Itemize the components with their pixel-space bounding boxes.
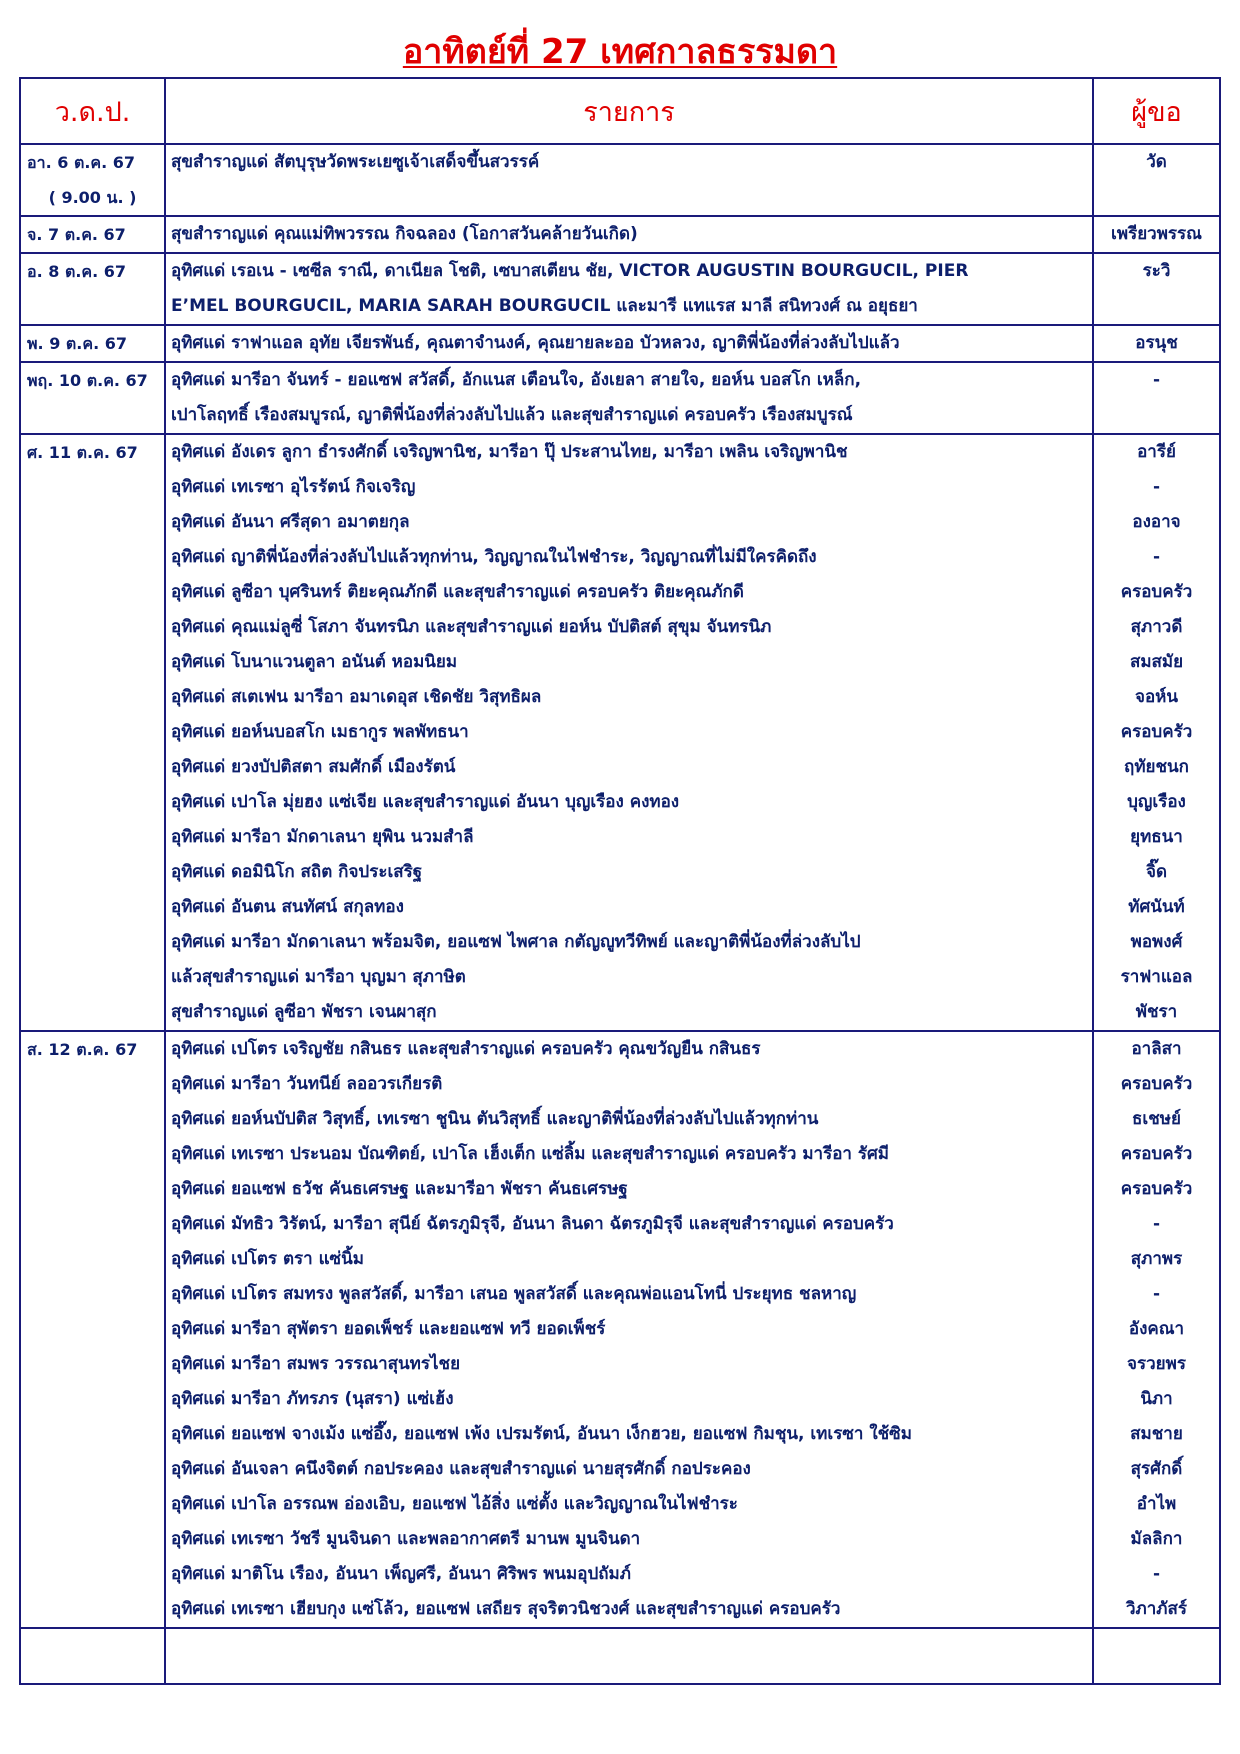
requester-name: พอพงศ์ <box>1130 932 1183 952</box>
table-row <box>20 253 1220 325</box>
requester-name: บุญเรือง <box>1127 792 1186 812</box>
item-line: อุทิศแด่ มารีอา สุพัตรา ยอดเพ็ชร์ และยอแซฟ ทวี ยอดเพ็ชร์ <box>171 1319 606 1339</box>
item-line: อุทิศแด่ ยอแซฟ จางเม้ง แซ่อึ๊ง, ยอแซฟ เพ้ง เปรมรัตน์, อันนา เง็กฮวย, ยอแซฟ กิมชุน, เทเรซา ใช้ซิม <box>171 1424 912 1444</box>
empty-row <box>20 1628 1220 1684</box>
date-label: ศ. 11 ต.ค. 67 <box>27 443 138 462</box>
date-label: พ. 9 ต.ค. 67 <box>27 334 127 353</box>
item-line: สุขสำราญแด่ ลูซีอา พัชรา เจนผาสุก <box>171 1002 437 1022</box>
requester-name: ครอบครัว <box>1120 1179 1193 1199</box>
date-cell <box>20 216 165 253</box>
date-label: อา. 6 ต.ค. 67 <box>27 153 136 172</box>
date-text <box>21 145 164 215</box>
date-label: จ. 7 ต.ค. 67 <box>27 225 126 244</box>
item-line: อุทิศแด่ เปโตร สมทรง พูลสวัสดิ์, มารีอา เสนอ พูลสวัสดิ์ และคุณพ่อแอนโทนี่ ประยุทธ ชลหาญ <box>171 1284 857 1304</box>
table-row <box>20 1031 1220 1628</box>
item-cell <box>165 1628 1093 1684</box>
requester-cell <box>1093 144 1220 216</box>
item-line: อุทิศแด่ ญาติพี่น้องที่ล่วงลับไปแล้วทุกท่าน, วิญญาณในไฟชำระ, วิญญาณที่ไม่มีใครคิดถึง <box>171 547 817 567</box>
requester-name: เพรียวพรรณ <box>1111 224 1202 244</box>
requester-name: จิ๊ด <box>1145 862 1167 882</box>
item-line: อุทิศแด่ มัทธิว วิรัตน์, มารีอา สุนีย์ ฉัตรภูมิรุจี, อันนา ลินดา ฉัตรภูมิรุจี และสุขสำราญแด่ ครอบครัว <box>171 1214 894 1234</box>
requester-name: ระวิ <box>1142 261 1171 281</box>
requester-name: มัลลิกา <box>1130 1529 1183 1549</box>
item-line: อุทิศแด่ มารีอา ภัทรภร (นุสรา) แซ่เฮ้ง <box>171 1389 454 1409</box>
item-line: อุทิศแด่ เปาโล อรรณพ อ่องเอิบ, ยอแซฟ ไอ้สิ่ง แซ่ตั้ง และวิญญาณในไฟชำระ <box>171 1494 738 1514</box>
item-line: อุทิศแด่ อังเดร ลูกา ธำรงศักดิ์ เจริญพานิช, มารีอา ปุ๊ ประสานไทย, มารีอา เพลิน เจริญพานิช <box>171 442 848 462</box>
item-cell <box>165 216 1093 253</box>
item-line: อุทิศแด่ ยอแซฟ ธวัช คันธเศรษฐ และมารีอา พัชรา คันธเศรษฐ <box>171 1179 628 1199</box>
item-line: อุทิศแด่ ยวงบัปติสตา สมศักดิ์ เมืองรัตน์ <box>171 757 456 777</box>
item-line: อุทิศแด่ ยอห์นบัปติส วิสุทธิ์, เทเรซา ชูนิน ตันวิสุทธิ์ และญาติพี่น้องที่ล่วงลับไปแล้วทุกท่าน <box>171 1109 819 1129</box>
item-line: อุทิศแด่ คุณแม่ลูซี่ โสภา จันทรนิภ และสุขสำราญแด่ ยอห์น บัปติสต์ สุขุม จันทรนิภ <box>171 617 772 637</box>
requester-name: วิภาภัสร์ <box>1125 1599 1187 1619</box>
date-label: อ. 8 ต.ค. 67 <box>27 262 127 281</box>
requester-name: ครอบครัว <box>1120 1144 1193 1164</box>
requester-cell <box>1093 1628 1220 1684</box>
table-header-row <box>20 78 1220 144</box>
item-line: อุทิศแด่ เปโตร ตรา แซ่นิ้ม <box>171 1249 364 1269</box>
requester-name: อรนุช <box>1135 333 1178 353</box>
requester-name: อำไพ <box>1136 1494 1177 1514</box>
date-cell <box>20 362 165 434</box>
item-cell <box>165 362 1093 434</box>
item-cell <box>165 253 1093 325</box>
item-line: อุทิศแด่ มารีอา มักดาเลนา พร้อมจิต, ยอแซฟ ไพศาล กตัญญูทวีทิพย์ และญาติพี่น้องที่ล่วงลับไป <box>171 932 861 952</box>
item-line: อุทิศแด่ โบนาแวนตูลา อนันต์ หอมนิยม <box>171 652 458 672</box>
item-line: อุทิศแด่ ลูซีอา บุศรินทร์ ติยะคุณภักดี และสุขสำราญแด่ ครอบครัว ติยะคุณภักดี <box>171 582 744 602</box>
requester-name: ฤทัยชนก <box>1124 757 1189 777</box>
table-row <box>20 144 1220 216</box>
item-line: อุทิศแด่ ราฟาแอล อุทัย เจียรพันธ์, คุณตาจำนงค์, คุณยายละออ บัวหลวง, ญาติพี่น้องที่ล่วงลับไปแล้ว <box>171 333 900 353</box>
item-cell <box>165 144 1093 216</box>
requester-name: องอาจ <box>1132 512 1181 532</box>
item-line: อุทิศแด่ เทเรซา เฮียบกุง แซ่โล้ว, ยอแซฟ เสถียร สุจริตวนิชวงศ์ และสุขสำราญแด่ ครอบครัว <box>171 1599 841 1619</box>
requester-name: สุภาวดี <box>1130 617 1183 637</box>
date-label: พฤ. 10 ต.ค. 67 <box>27 371 148 390</box>
requester-cell <box>1093 434 1220 1031</box>
date-label: ส. 12 ต.ค. 67 <box>27 1040 138 1059</box>
item-cell <box>165 1031 1093 1628</box>
date-text <box>21 217 164 252</box>
requester-name: ทัศนันท์ <box>1128 897 1185 917</box>
date-text <box>21 254 164 289</box>
requester-name: อาลิสา <box>1131 1039 1182 1059</box>
mass-intention-table <box>19 77 1221 1685</box>
date-cell <box>20 1628 165 1684</box>
requester-name: นิภา <box>1140 1389 1173 1409</box>
table-row <box>20 362 1220 434</box>
requester-name: จอห์น <box>1135 687 1178 707</box>
requester-name: - <box>1152 1564 1161 1584</box>
date-cell <box>20 144 165 216</box>
requester-name: ราฟาแอล <box>1120 967 1193 987</box>
item-line: อุทิศแด่ อันนา ศรีสุดา อมาตยกุล <box>171 512 410 532</box>
requester-cell <box>1093 325 1220 362</box>
item-line: อุทิศแด่ มารีอา จันทร์ - ยอแซฟ สวัสดิ์, อักแนส เตือนใจ, อังเยลา สายใจ, ยอห์น บอสโก เหล็ก, <box>171 370 862 390</box>
requester-name: อารีย์ <box>1137 442 1176 462</box>
table-row <box>20 216 1220 253</box>
requester-name: - <box>1152 1214 1161 1234</box>
date-time: ( 9.00 น. ) <box>48 188 137 207</box>
requester-name: สมชาย <box>1130 1424 1183 1444</box>
item-line: อุทิศแด่ สเตเฟน มารีอา อมาเดอุส เชิดชัย วิสุทธิผล <box>171 687 542 707</box>
item-line: อุทิศแด่ อันตน สนทัศน์ สกุลทอง <box>171 897 404 917</box>
date-cell <box>20 253 165 325</box>
requester-name: ครอบครัว <box>1120 722 1193 742</box>
requester-cell <box>1093 1031 1220 1628</box>
requester-cell <box>1093 253 1220 325</box>
header-date: ว.ด.ป. <box>20 78 165 144</box>
item-line: อุทิศแด่ มารีอา สมพร วรรณาสุนทรไชย <box>171 1354 461 1374</box>
requester-name: ครอบครัว <box>1120 1074 1193 1094</box>
item-line: อุทิศแด่ มารีอา มักดาเลนา ยุพิน นวมสำลี <box>171 827 474 847</box>
requester-name: สุภาพร <box>1130 1249 1183 1269</box>
date-cell <box>20 1031 165 1628</box>
requester-name: อังคณา <box>1128 1319 1185 1339</box>
item-line: อุทิศแด่ เทเรซา ประนอม บัณฑิตย์, เปาโล เฮ็งเต็ก แซ่ลิ้ม และสุขสำราญแด่ ครอบครัว มารีอา รัศมี <box>171 1144 890 1164</box>
item-line: อุทิศแด่ มารีอา วันทนีย์ ลออวรเกียรติ <box>171 1074 443 1094</box>
requester-name: จรวยพร <box>1127 1354 1186 1374</box>
requester-cell <box>1093 362 1220 434</box>
page-title: อาทิตย์ที่ 27 เทศกาลธรรมดา <box>402 32 838 72</box>
item-line: E’MEL BOURGUCIL, MARIA SARAH BOURGUCIL และมารี แทแรส มาลี สนิทวงศ์ ณ อยุธยา <box>171 296 918 316</box>
requester-name: สุรศักดิ์ <box>1130 1459 1183 1479</box>
requester-name: - <box>1152 547 1161 567</box>
item-line: สุขสำราญแด่ สัตบุรุษวัดพระเยซูเจ้าเสด็จขึ้นสวรรค์ <box>171 152 540 172</box>
requester-name: - <box>1152 1284 1161 1304</box>
item-line: อุทิศแด่ อันเจลา คนึงจิตต์ กอประคอง และสุขสำราญแด่ นายสุรศักดิ์ กอประคอง <box>171 1459 751 1479</box>
item-line: อุทิศแด่ เทเรซา วัชรี มูนจินดา และพลอากาศตรี มานพ มูนจินดา <box>171 1529 641 1549</box>
item-cell <box>165 325 1093 362</box>
date-text <box>21 435 164 470</box>
item-line: เปาโลฤทธิ์ เรืองสมบูรณ์, ญาติพี่น้องที่ล่วงลับไปแล้ว และสุขสำราญแด่ ครอบครัว เรืองสมบูรณ์ <box>171 405 853 425</box>
requester-cell <box>1093 216 1220 253</box>
requester-name: ยุทธนา <box>1130 827 1183 847</box>
item-cell <box>165 434 1093 1031</box>
table-row <box>20 434 1220 1031</box>
item-line: อุทิศแด่ เรอเน - เซซีล ราณี, ดาเนียล โชติ, เซบาสเตียน ชัย, VICTOR AUGUSTIN BOURGUCIL, PIER <box>171 261 969 281</box>
requester-name: วัด <box>1146 152 1167 172</box>
item-line: อุทิศแด่ ดอมินิโก สถิต กิจประเสริฐ <box>171 862 423 882</box>
requester-name: ครอบครัว <box>1120 582 1193 602</box>
item-line: อุทิศแด่ เปาโล มุ่ยฮง แซ่เจีย และสุขสำราญแด่ อันนา บุญเรือง คงทอง <box>171 792 680 812</box>
item-line: สุขสำราญแด่ คุณแม่ทิพวรรณ กิจฉลอง (โอกาสวันคล้ายวันเกิด) <box>171 224 638 244</box>
date-text <box>21 326 164 361</box>
requester-name: - <box>1152 477 1161 497</box>
item-line: อุทิศแด่ เปโตร เจริญชัย กสินธร และสุขสำราญแด่ ครอบครัว คุณขวัญยืน กสินธร <box>171 1039 761 1059</box>
date-text <box>21 1032 164 1067</box>
item-line: แล้วสุขสำราญแด่ มารีอา บุญมา สุภาษิต <box>171 967 466 987</box>
requester-name: สมสมัย <box>1129 652 1184 672</box>
date-cell <box>20 325 165 362</box>
date-cell <box>20 434 165 1031</box>
requester-name: ธเชษย์ <box>1132 1109 1181 1129</box>
table-body <box>20 144 1220 1684</box>
header-requester: ผู้ขอ <box>1093 78 1220 144</box>
item-line: อุทิศแด่ เทเรซา อุไรรัตน์ กิจเจริญ <box>171 477 416 497</box>
item-line: อุทิศแด่ มาติโน เรือง, อันนา เพ็ญศรี, อันนา ศิริพร พนมอุปถัมภ์ <box>171 1564 631 1584</box>
table-row <box>20 325 1220 362</box>
date-text <box>21 363 164 398</box>
header-item: รายการ <box>165 78 1093 144</box>
item-line: อุทิศแด่ ยอห์นบอสโก เมธากูร พลพัทธนา <box>171 722 469 742</box>
requester-name: พัชรา <box>1135 1002 1178 1022</box>
requester-name: - <box>1152 370 1161 390</box>
